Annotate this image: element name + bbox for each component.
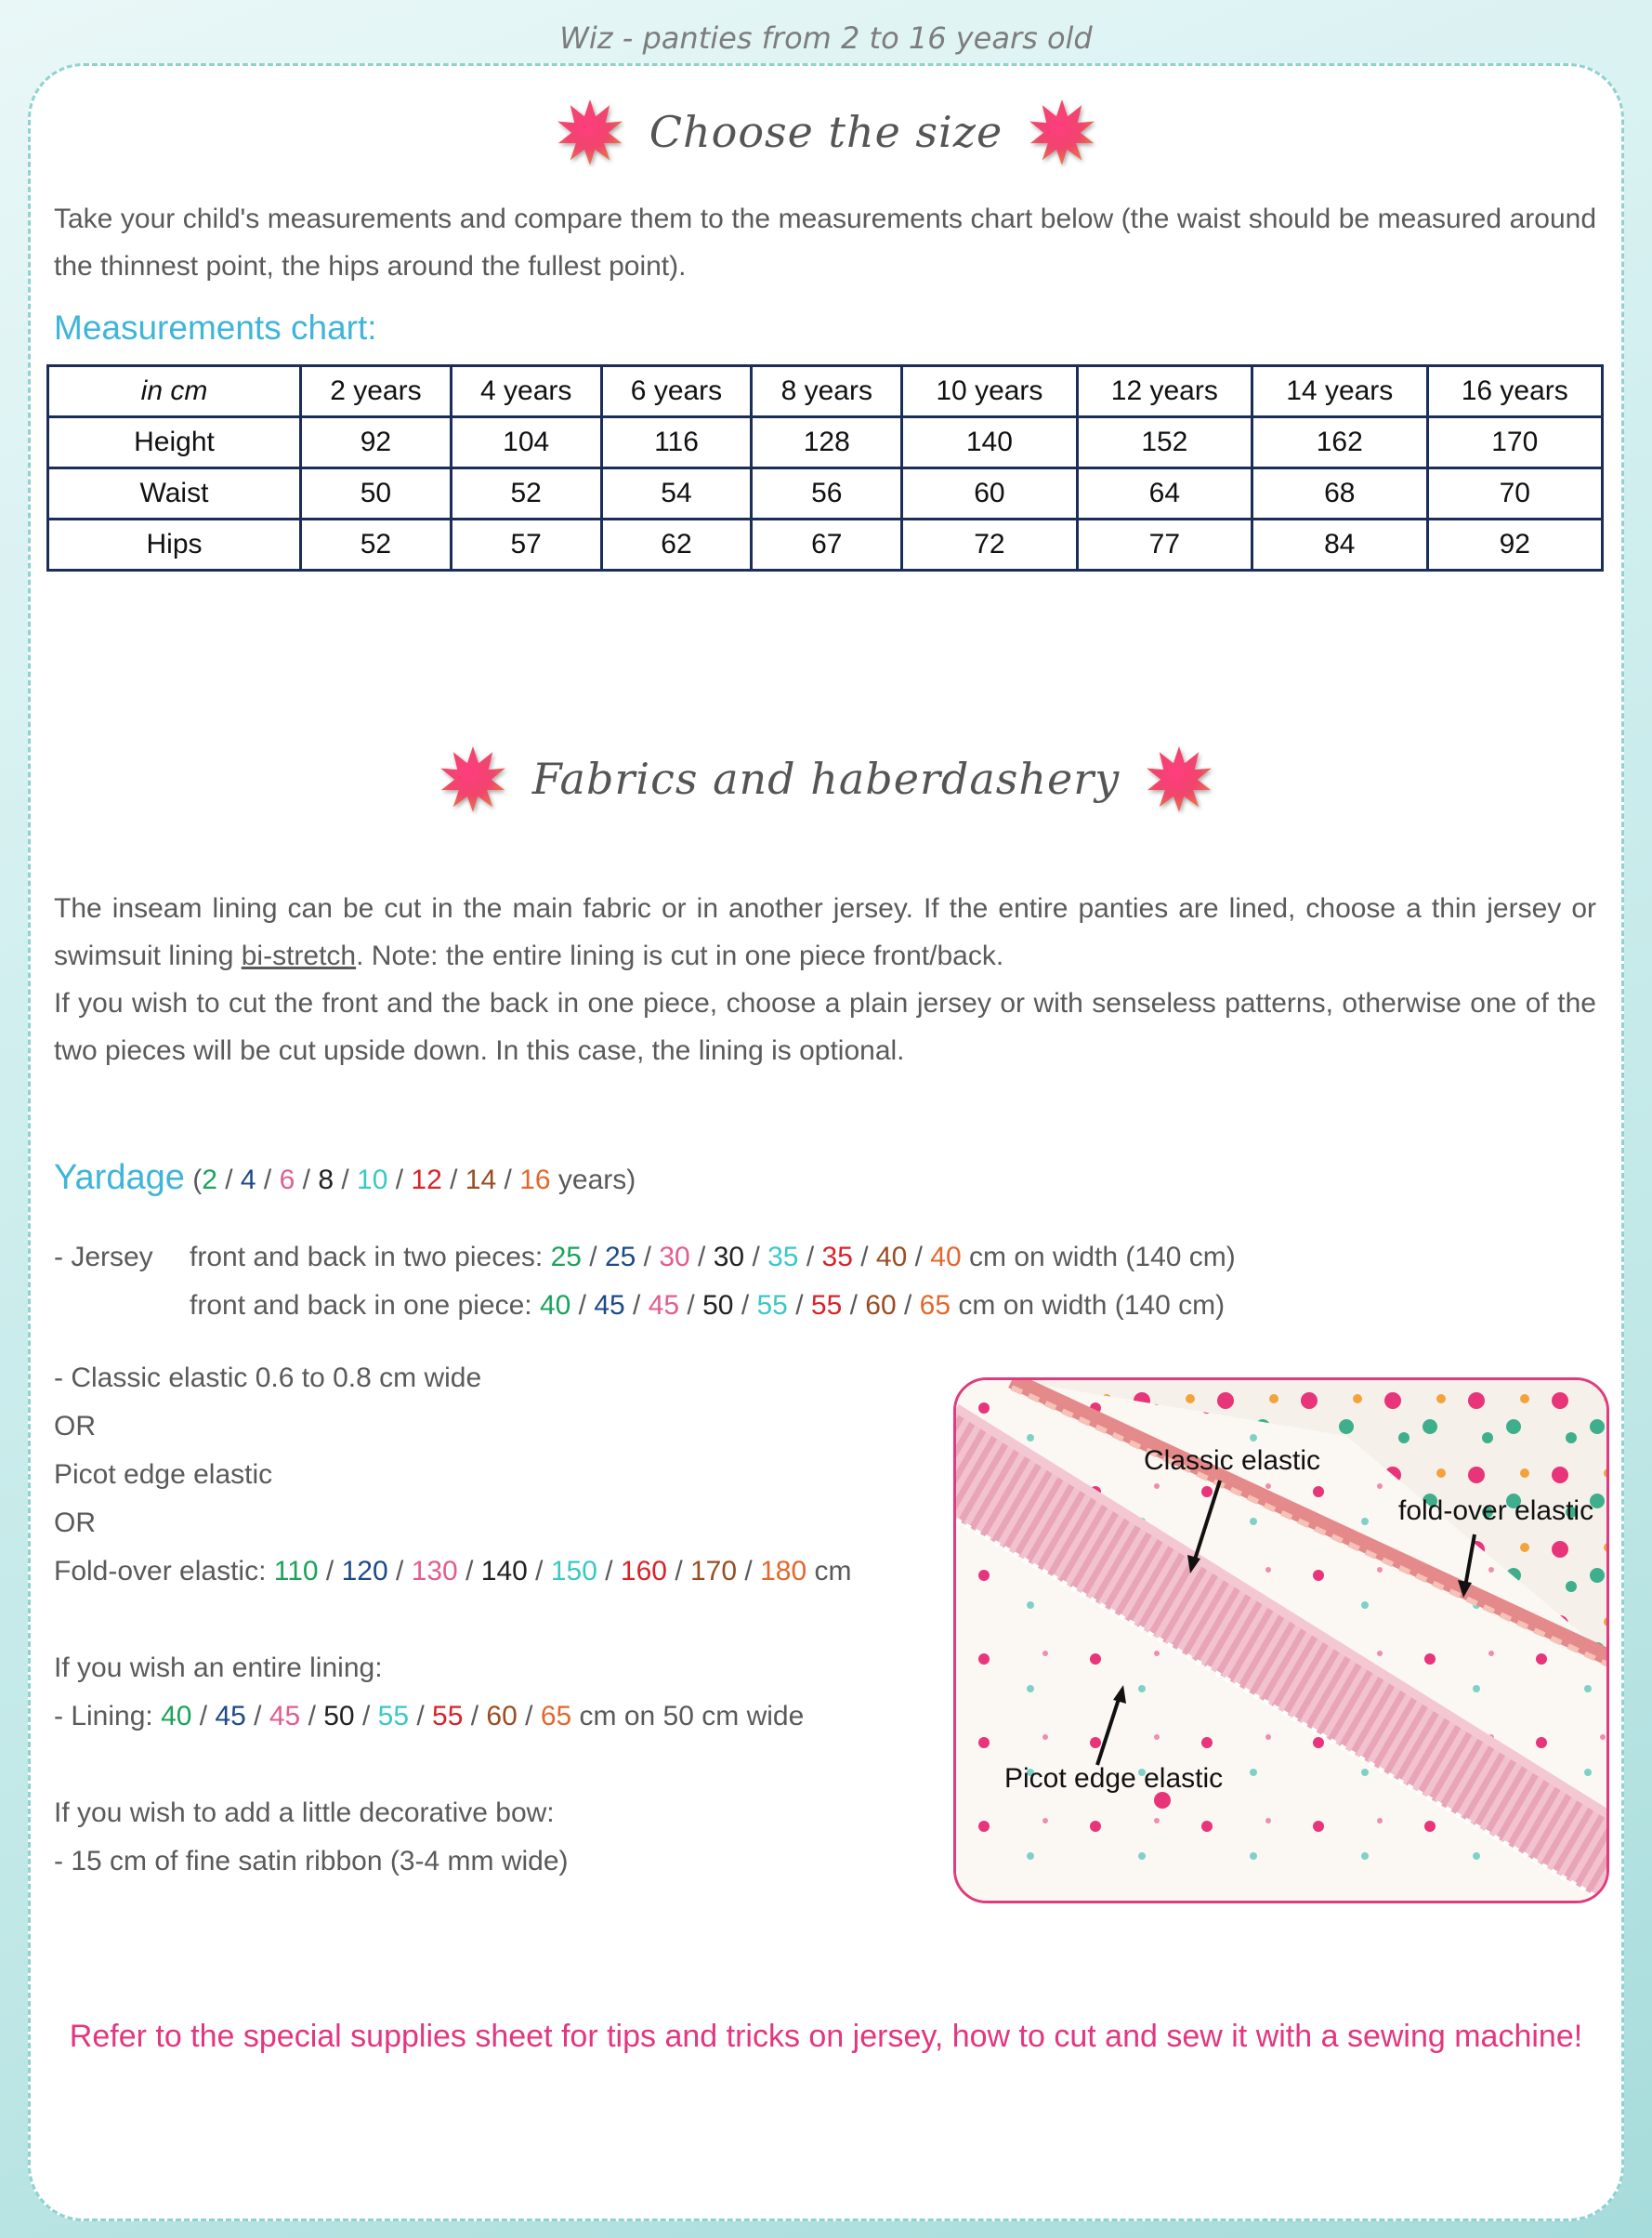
yardage-value: 25 [550,1242,582,1272]
size-value: 8 [318,1165,334,1195]
table-cell: 57 [451,520,601,571]
size-value: 2 [202,1165,217,1195]
table-row [48,417,1603,468]
picot-elastic-label: Picot edge elastic [1004,1763,1224,1794]
jersey-two-label: front and back in two pieces: [190,1242,544,1272]
size-value: 4 [240,1165,256,1195]
elastic-photo [953,1377,1609,1903]
star-icon [438,744,508,814]
section-title-text: Choose the size [649,107,1003,157]
yardage-value: 30 [713,1242,745,1272]
yardage-value: 35 [821,1242,853,1272]
or-line: OR [54,1411,96,1442]
yardage-value: 45 [648,1290,680,1321]
table-row [48,468,1603,520]
lining-suffix: cm on 50 cm wide [579,1701,805,1731]
measurements-table [46,364,1604,572]
size-intro-paragraph: Take your child's measurements and compare them to the measurements chart below (the waist should be measured around the thinnest point, the hips around the fullest point). [54,204,1596,282]
table-cell: 128 [752,417,902,468]
jersey-two-suffix: cm on width (140 cm) [969,1242,1236,1272]
bow-item-line: - 15 cm of fine satin ribbon (3-4 mm wide) [54,1846,569,1876]
foldover-suffix: cm [814,1556,852,1586]
table-row-label: Hips [48,520,301,571]
table-column-header: 6 years [601,366,752,417]
yardage-value: 25 [604,1242,636,1272]
cut-one-piece-text: If you wish to cut the front and the back in one piece, choose a plain jersey or with senseless patterns, otherwise one of the two pieces will be cut upside down. In this case, the lining is optional. [54,988,1596,1066]
classic-elastic-label: Classic elastic [1144,1445,1321,1476]
table-cell: 170 [1427,417,1603,468]
size-value: 6 [279,1165,295,1195]
lining-line: - Lining: 40 / 45 / 45 / 50 / 55 / 55 / 60 / 65 cm on 50 cm wide [54,1701,805,1731]
foldover-elastic-label: fold-over elastic [1398,1495,1594,1526]
table-cell: 116 [601,417,752,468]
table-cell: 162 [1252,417,1427,468]
table-cell: 70 [1427,468,1603,520]
size-value: 14 [465,1165,497,1195]
yardage-value: 140 [480,1556,528,1586]
table-cell: 52 [451,468,601,520]
yardage-value: 60 [865,1290,897,1321]
table-cell: 52 [301,520,452,571]
table-cell: 62 [601,520,752,571]
yardage-value: 150 [550,1556,597,1586]
table-column-header: 14 years [1252,366,1427,417]
table-cell: 60 [902,468,1077,520]
yardage-value: 160 [620,1556,667,1586]
table-column-header: 16 years [1427,366,1603,417]
yardage-value: 60 [486,1701,518,1731]
size-value: 10 [357,1165,388,1195]
table-cell: 92 [1427,520,1603,571]
table-cell: 84 [1252,520,1427,571]
elastic-classic-line: - Classic elastic 0.6 to 0.8 cm wide [54,1363,482,1393]
table-cell: 54 [601,468,752,520]
table-column-header: 2 years [301,366,452,417]
yardage-value: 45 [594,1290,625,1321]
table-row-label: Height [48,417,301,468]
star-icon [1144,744,1214,814]
supplies-sheet-note: Refer to the special supplies sheet for tips and tricks on jersey, how to cut and sew it with a sewing machine! [69,2019,1583,2054]
yardage-value: 40 [930,1242,962,1272]
table-row-label: Waist [48,468,301,520]
yardage-value: 55 [810,1290,843,1321]
yardage-value: 40 [161,1701,192,1731]
lining-text-end: . Note: the entire lining is cut in one piece front/back. [356,941,1004,971]
yardage-value: 65 [919,1290,951,1321]
jersey-one-suffix: cm on width (140 cm) [958,1290,1226,1321]
yardage-value: 30 [659,1242,690,1272]
bow-intro-line: If you wish to add a little decorative bow: [54,1797,555,1828]
jersey-one-piece-line: front and back in one piece: 40 / 45 / 45 / 50 / 55 / 55 / 60 / 65 cm on width (140 cm) [190,1290,1226,1321]
section-title-fabrics [0,744,1652,814]
yardage-value: 35 [767,1242,799,1272]
lining-text-start: The inseam lining can be cut in the main fabric or in another jersey. If the entire panties are lined, choose a thin jersey or swimsuit lining [54,893,1596,971]
table-row [48,520,1603,571]
lining-intro-line: If you wish an entire lining: [54,1652,383,1683]
yardage-value: 180 [760,1556,807,1586]
jersey-one-label: front and back in one piece: [190,1290,532,1321]
foldover-line: Fold-over elastic: 110 / 120 / 130 / 140 / 150 / 160 / 170 / 180 cm [54,1556,852,1586]
star-icon [1027,97,1097,167]
jersey-two-pieces-line: front and back in two pieces: 25 / 25 / 30 / 30 / 35 / 35 / 40 / 40 cm on width (140 cm) [190,1242,1236,1272]
yardage-value: 55 [377,1701,410,1731]
yardage-value: 110 [273,1556,319,1586]
yardage-value: 130 [411,1556,458,1586]
yardage-heading: Yardage [54,1158,185,1197]
table-cell: 64 [1077,468,1252,520]
yardage-value: 55 [756,1290,788,1321]
size-value: 12 [411,1165,442,1195]
table-column-header: 10 years [902,366,1077,417]
table-cell: 72 [902,520,1077,571]
size-value: 16 [519,1165,551,1195]
table-column-header: 4 years [451,366,601,417]
yardage-value: 65 [540,1701,572,1731]
yardage-value: 50 [702,1290,734,1321]
page-header-title: Wiz - panties from 2 to 16 years old [559,20,1093,56]
table-cell: 67 [752,520,902,571]
sizes-suffix: years [557,1165,627,1195]
table-cell: 77 [1077,520,1252,571]
star-icon [555,97,625,167]
table-cell: 140 [902,417,1077,468]
table-unit-cell: in cm [48,366,301,417]
table-cell: 68 [1252,468,1427,520]
yardage-value: 40 [539,1290,571,1321]
section-title-text: Fabrics and haberdashery [531,754,1121,804]
section-title-choose-size [0,97,1652,167]
table-cell: 104 [451,417,601,468]
elastic-picot-line: Picot edge elastic [54,1459,273,1490]
or-line: OR [54,1507,96,1538]
table-column-header: 8 years [752,366,902,417]
yardage-value: 40 [875,1242,908,1272]
table-cell: 50 [301,468,452,520]
lining-label: - Lining: [54,1701,153,1731]
bi-stretch-term: bi-stretch [241,941,357,971]
table-cell: 56 [752,468,902,520]
foldover-label: Fold-over elastic: [54,1556,267,1586]
measurements-chart-heading: Measurements chart: [54,309,377,347]
yardage-value: 55 [432,1701,464,1731]
jersey-label: - Jersey [54,1242,153,1272]
table-header-row [48,366,1603,417]
table-cell: 152 [1077,417,1252,468]
yardage-value: 50 [323,1701,355,1731]
yardage-line: Yardage (2 / 4 / 6 / 8 / 10 / 12 / 14 / 16 years) [54,1158,636,1197]
yardage-value: 120 [341,1556,388,1586]
yardage-value: 170 [690,1556,738,1586]
table-cell: 92 [301,417,452,468]
yardage-value: 45 [269,1701,301,1731]
lining-paragraph [54,885,1596,1074]
table-column-header: 12 years [1077,366,1252,417]
yardage-value: 45 [215,1701,246,1731]
